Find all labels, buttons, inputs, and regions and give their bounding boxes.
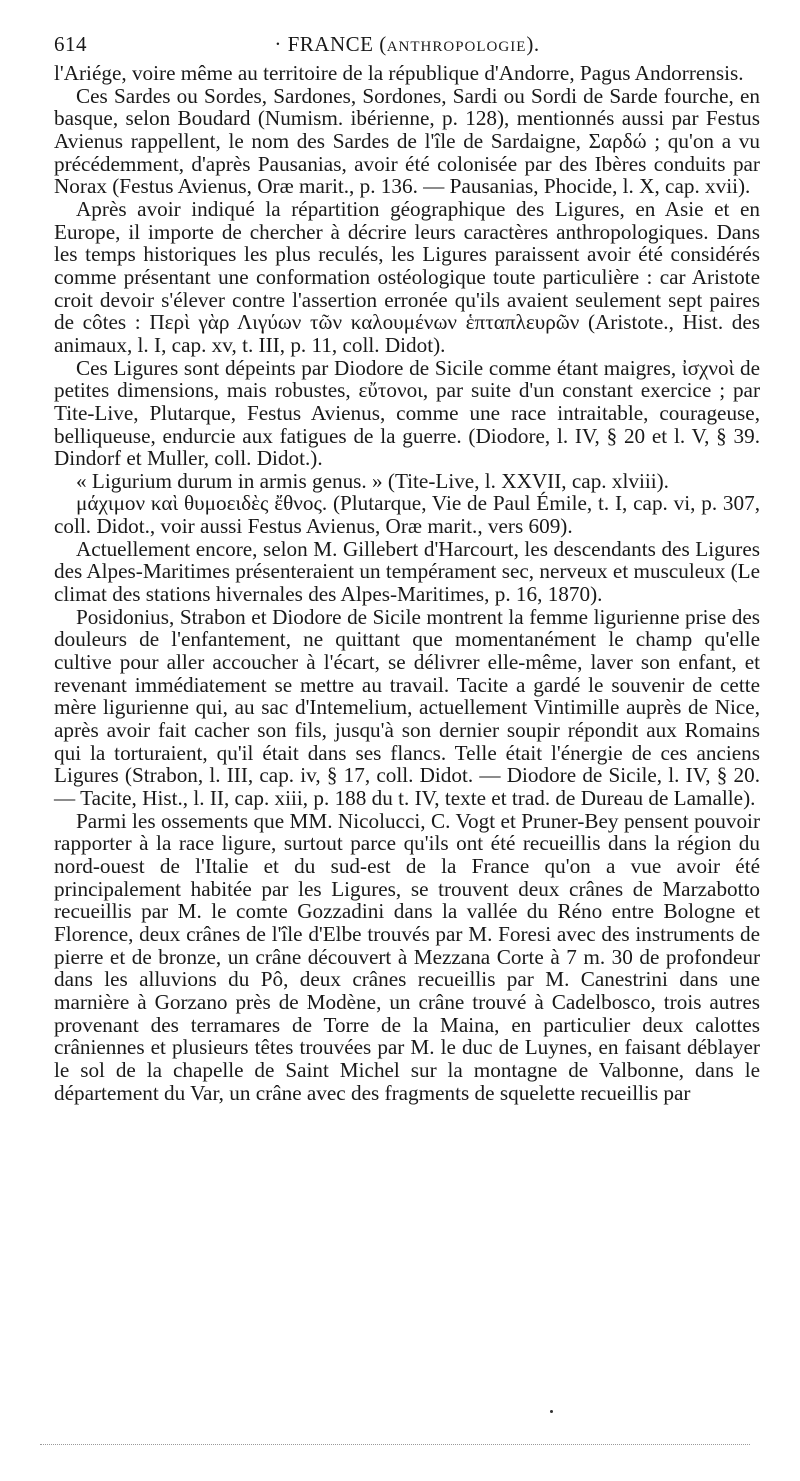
paragraph-2: Ces Sardes ou Sordes, Sardones, Sordones, Sardi ou Sordi de Sarde fourche, en basque, selon Boudard (Numism. ibérienne, p. 128), mentionnés aussi par Festus Avienus rappellent, le nom des Sardes de l'île de Sardaigne, Σαρδώ ; qu'on a vu précédemment, d'après Pausanias, avoir été colonisée par des Ibères conduits par Norax (Festus Avienus, Oræ marit., p. 136. — Pausanias, Phocide, l. X, cap. xvii). <box>54 83 760 199</box>
paragraph-4: Ces Ligures sont dépeints par Diodore de Sicile comme étant maigres, ἰσχνοὶ de petites dimensions, mais robustes, εὔτονοι, par suite d'un constant exercice ; par Tite-Live, Plutarque, Festus Avienus, comme une race intraitable, courageuse, belliqueuse, endurcie aux fatigues de la guerre. (Diodore, l. IV, § 20 et l. V, § 39. Dindorf et Muller, coll. Didot.). <box>54 355 760 471</box>
page-number: 614 <box>54 32 87 56</box>
running-head <box>54 32 760 57</box>
running-head-subject: ANTHROPOLOGIE <box>386 39 527 55</box>
running-head-title: · FRANCE ( <box>274 32 387 56</box>
paragraph-1: l'Ariége, voire même au territoire de la république d'Andorre, Pagus Andorrensis. <box>54 61 744 85</box>
paragraph-8: Posidonius, Strabon et Diodore de Sicile montrent la femme ligurienne prise des douleurs de l'enfantement, ne quittant que momentanément le champ qu'elle cultive pour aller accoucher à l'écart, se délivrer elle-même, laver son enfant, et revenant immédiatement se mettre au travail. Tacite a gardé le souvenir de cette mère ligurienne qui, au sac d'Intemelium, actuellement Vintimille auprès de Nice, après avoir fait cacher son fils, jusqu'à son dernier soupir répondit aux Romains qui la torturaient, qu'il était dans ses flancs. Telle était l'énergie de ces anciens Ligures (Strabon, l. III, cap. iv, § 17, coll. Didot. — Diodore de Sicile, l. IV, § 20. — Tacite, Hist., l. II, cap. xiii, p. 188 du t. IV, texte et trad. de Dureau de Lamalle). <box>54 604 760 810</box>
paragraph-3: Après avoir indiqué la répartition géographique des Ligures, en Asie et en Europe, il importe de chercher à décrire leurs caractères anthropologiques. Dans les temps historiques les plus reculés, les Ligures paraissent avoir été considérés comme présentant une conformation ostéologique toute particulière : car Aristote croit devoir s'élever contre l'assertion erronée qu'ils avaient seulement sept paires de côtes : Περὶ γὰρ Λιγύων τῶν καλουμένων ἑπταπλευρῶν (Aristote., Hist. des animaux, l. I, cap. xv, t. III, p. 11, coll. Didot). <box>54 196 760 357</box>
scan-mark <box>550 1410 553 1413</box>
document-page <box>54 32 760 1104</box>
page-header <box>54 32 760 62</box>
paragraph-9: Parmi les ossements que MM. Nicolucci, C. Vogt et Pruner-Bey pensent pouvoir rapporter à la race ligure, surtout parce qu'ils ont été recueillis dans la région du nord-ouest de l'Italie et du sud-est de la France qu'on a vue avoir été principalement habitée par les Ligures, se trouvent deux crânes de Marzabotto recueillis par M. le comte Gozzadini dans la vallée du Réno entre Bologne et Florence, deux crânes de l'île d'Elbe trouvés par M. Foresi avec des instruments de pierre et de bronze, un crâne découvert à Mezzana Corte à 7 m. 30 de profondeur dans les alluvions du Pô, deux crânes recueillis par M. Canestrini dans une marnière à Gorzano près de Modène, un crâne trouvé à Cadelbosco, trois autres provenant des terramares de Torre de la Maina, en particulier deux calottes crâniennes et plusieurs têtes trouvées par M. le duc de Luynes, en faisant déblayer le sol de la chapelle de Saint Michel sur la montagne de Valbonne, dans le département du Var, un crâne avec des fragments de squelette recueillis par <box>54 808 760 1105</box>
footer-rule <box>40 1444 750 1445</box>
paragraph-7: Actuellement encore, selon M. Gillebert d'Harcourt, les descendants des Ligures des Alpes-Maritimes présenteraient un tempérament sec, nerveux et musculeux (Le climat des stations hivernales des Alpes-Maritimes, p. 16, 1870). <box>54 536 760 607</box>
paragraph-5: « Ligurium durum in armis genus. » (Tite-Live, l. XXVII, cap. xlviii). <box>76 468 669 493</box>
running-head-end: ). <box>526 32 540 56</box>
body-text <box>54 62 760 1104</box>
paragraph-6: μάχιμον καὶ θυμοειδὲς ἔθνος. (Plutarque, Vie de Paul Émile, t. I, cap. vi, p. 307, coll. Didot., voir aussi Festus Avienus, Oræ marit., vers 609). <box>54 491 760 539</box>
